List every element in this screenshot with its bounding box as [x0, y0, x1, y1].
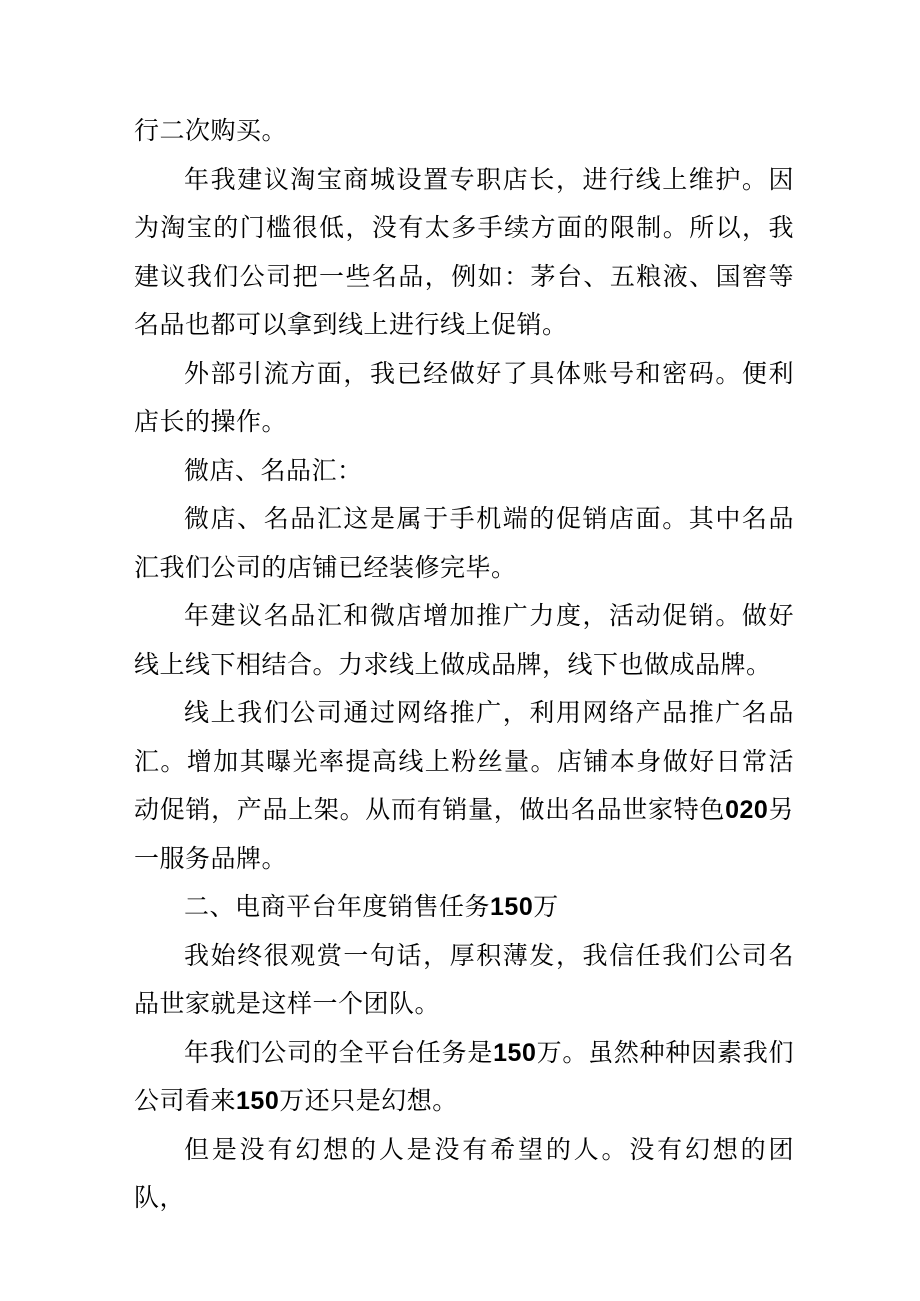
text-run: 线上我们公司通过网络推广，利用网络产品推广名品汇。增加其曝光率提高线上粉丝量。店铺本身做好日常活动促销，产品上架。从而有销量，做出名品世家特色	[134, 698, 794, 824]
body-paragraph	[134, 156, 794, 350]
text-run: 我始终很观赏一句话，厚积薄发，我信任我们公司名品世家就是这样一个团队。	[134, 940, 794, 1018]
text-run: 但是没有幻想的人是没有希望的人。没有幻想的团队，	[134, 1134, 794, 1212]
body-paragraph	[134, 107, 794, 156]
body-paragraph	[134, 1029, 794, 1126]
text-run: 微店、名品汇：	[184, 455, 363, 485]
text-run: 万。虽然种种因素我们公司看来	[134, 1037, 794, 1115]
body-paragraph	[134, 689, 794, 883]
body-paragraph	[134, 447, 794, 496]
body-paragraph	[134, 350, 794, 447]
text-run: 行二次购买。	[134, 116, 288, 145]
inline-number: 020	[725, 796, 769, 824]
inline-number: 150	[493, 1038, 537, 1067]
body-paragraph	[134, 883, 794, 932]
text-run: 二、电商平台年度销售任务	[184, 892, 491, 921]
document-page	[134, 107, 794, 1223]
text-run: 万还只是幻想。	[279, 1086, 458, 1115]
body-paragraph	[134, 932, 794, 1029]
text-run: 另一服务品牌。	[134, 795, 794, 873]
text-run: 年我们公司的全平台任务是	[184, 1037, 494, 1067]
text-run: 外部引流方面，我已经做好了具体账号和密码。便利店长的操作。	[134, 358, 794, 436]
text-run: 年建议名品汇和微店增加推广力度，活动促销。做好线上线下相结合。力求线上做成品牌，线下也做成品牌。	[134, 601, 794, 679]
text-run: 年我建议淘宝商城设置专职店长，进行线上维护。因为淘宝的门槛很低，没有太多手续方面的限制。所以，我建议我们公司把一些名品，例如：茅台、五粮液、国窖等名品也都可以拿到线上进行线上促销。	[134, 164, 794, 339]
inline-number: 150	[490, 893, 534, 921]
body-paragraph	[134, 495, 794, 592]
inline-number: 150	[236, 1087, 280, 1115]
body-paragraph	[134, 592, 794, 689]
text-run: 万	[533, 892, 559, 921]
text-run: 微店、名品汇这是属于手机端的促销店面。其中名品汇我们公司的店铺已经装修完毕。	[134, 504, 794, 582]
body-paragraph	[134, 1126, 794, 1223]
